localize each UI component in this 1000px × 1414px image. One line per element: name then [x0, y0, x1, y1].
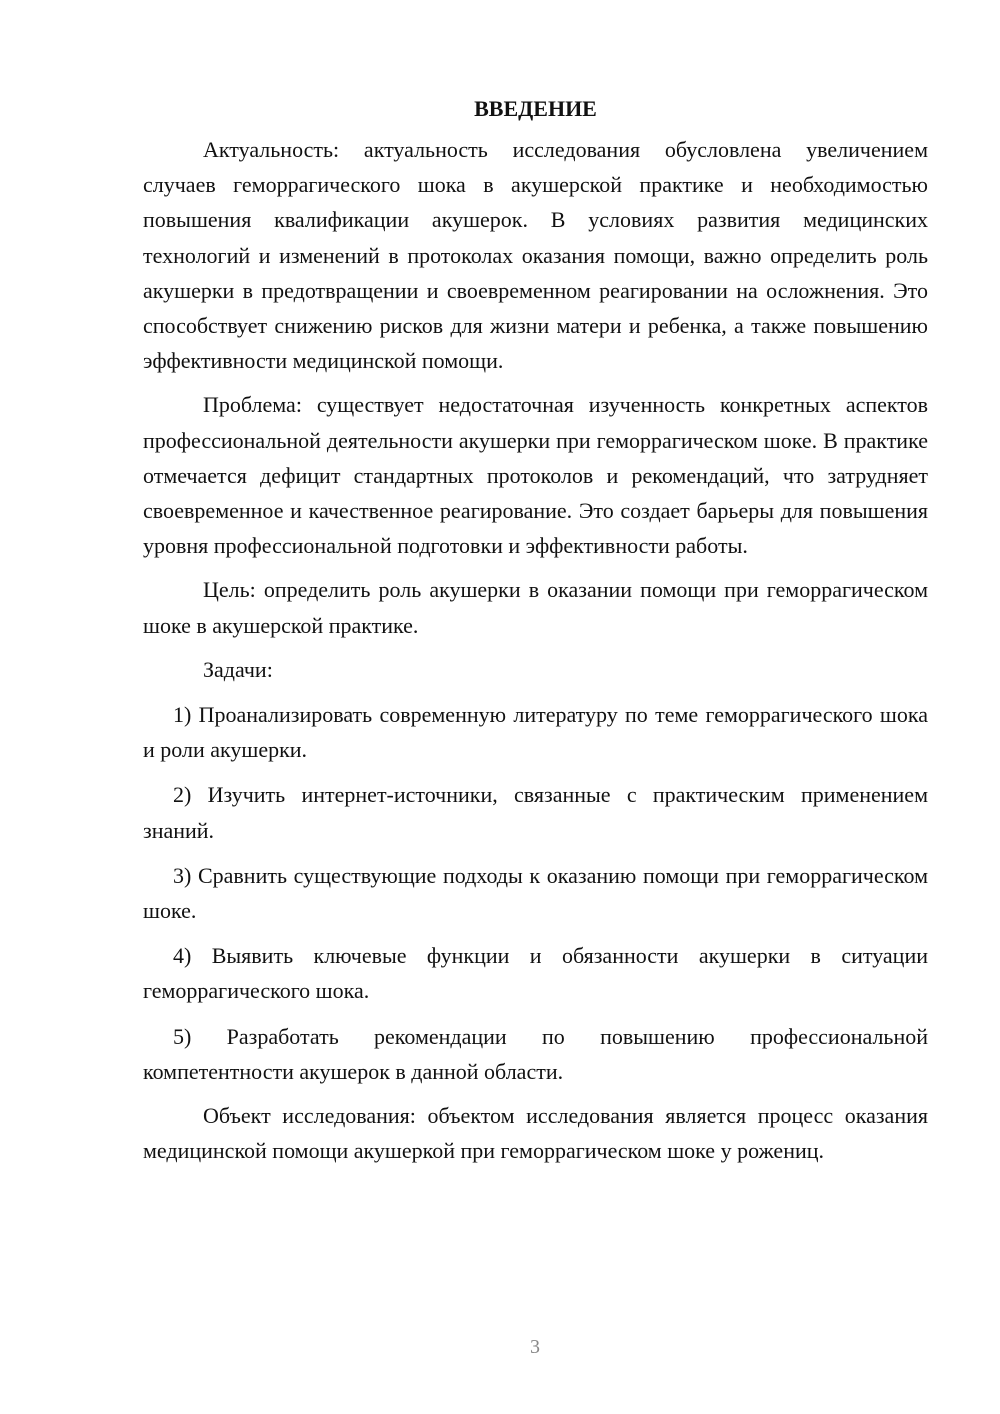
task-item-3: 3) Сравнить существующие подходы к оказанию помощи при геморрагическом шоке.: [143, 862, 928, 924]
task-item-4: 4) Выявить ключевые функции и обязанности акушерки в ситуации геморрагического шока.: [143, 943, 928, 1004]
tasks-label: Задачи:: [203, 656, 273, 682]
task-item-2: 2) Изучить интернет-источники, связанные с практическим применением знаний.: [143, 782, 928, 843]
section-heading: ВВЕДЕНИЕ: [474, 96, 597, 121]
paragraph-problem: Проблема: существует недостаточная изученность конкретных аспектов профессиональной деятельности акушерки при геморрагическом шоке. В практике отмечается дефицит стандартных протоколов и рекомендаций, что затрудняет своевременное и качественное реагирование. Это создает барьеры для повышения уровня профессиональной подготовки и эффективности работы.: [143, 392, 928, 559]
paragraph-object: Объект исследования: объектом исследования является процесс оказания медицинской помощи акушеркой при геморрагическом шоке у рожениц.: [143, 1103, 928, 1164]
paragraph-relevance: Актуальность: актуальность исследования обусловлена увеличением случаев геморрагического шока в акушерской практике и необходимостью повышения квалификации акушерок. В условиях развития медицинских технологий и изменений в протоколах оказания помощи, важно определить роль акушерки в предотвращении и своевременном реагировании на осложнения. Это способствует снижению рисков для жизни матери и ребенка, а также повышению эффективности медицинской помощи.: [143, 137, 928, 374]
task-item-1: 1) Проанализировать современную литературу по теме геморрагического шока и роли акушерки.: [143, 702, 928, 763]
task-item-5: 5) Разработать рекомендации по повышению профессиональной компетентности акушерок в данной области.: [143, 1023, 928, 1084]
paragraph-goal: Цель: определить роль акушерки в оказании помощи при геморрагическом шоке в акушерской практике.: [143, 577, 928, 638]
page-number: 3: [530, 1336, 540, 1358]
page-content: [143, 92, 928, 1168]
